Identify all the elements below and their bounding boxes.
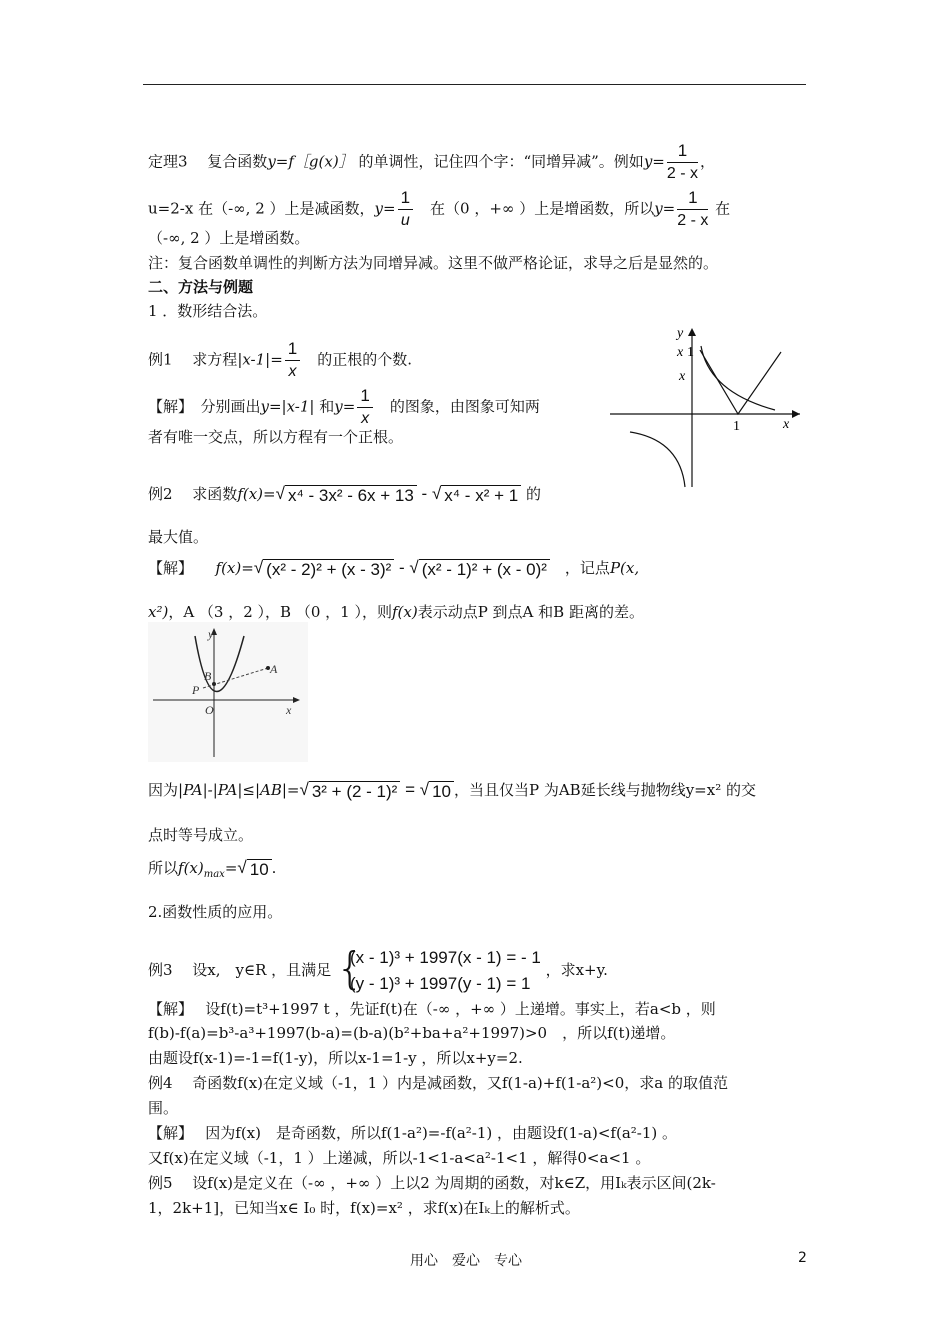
equation-2: (y - 1)³ + 1997(y - 1) = 1 [349, 974, 531, 993]
formula: f(x)= [237, 485, 276, 503]
solution1-line2: 者有唯一交点，所以方程有一个正根。 [148, 428, 404, 446]
solution2-line2 [148, 602, 644, 622]
method-heading: 1 ．数形结合法。 [148, 302, 268, 320]
sqrt-term: 10 [429, 781, 454, 802]
text: 【解】 分别画出 [148, 397, 261, 416]
equals-sign: = [400, 780, 420, 799]
denominator: x [288, 363, 297, 380]
graph-background [148, 622, 308, 762]
text: 因为 [148, 781, 179, 799]
a-label: A [270, 662, 278, 676]
example5-line2: 1，2k+1]，已知当x∈ I₀ 时，f(x)=x² ，求f(x)在Iₖ上的解析式。 [148, 1199, 580, 1217]
example2-line: 例2 求函数f(x)=√ x⁴ - 3x² - 6x + 13 - √ x⁴ - x² + 1 的 [148, 484, 541, 505]
abs-curve [700, 350, 781, 414]
text: ， [699, 152, 715, 171]
solution3-line1: 【解】 设f(t)=t³+1997 t ，先证f(t)在（-∞ ，+∞ ）上递增。事实上，若a<b ，则 [148, 1000, 716, 1018]
text: 的图象，由图象可知两 [389, 397, 540, 416]
fraction [357, 385, 372, 430]
solution2-line: 【解】 f(x)=√ (x² - 2)² + (x - 3)² - √ (x² - 1)² + (x - 0)² ，记点P(x, [148, 558, 640, 579]
numerator: 1 [667, 140, 698, 163]
text: 所以 [148, 859, 179, 877]
reciprocal-branch-positive [701, 346, 775, 410]
footer-motto: 用心 爱心 专心 [410, 1253, 522, 1269]
point-b [212, 682, 216, 686]
numerator: 1 [398, 187, 413, 210]
b-label: B [204, 669, 212, 683]
denominator: 2 - x [677, 212, 709, 229]
theorem3-line2 [148, 187, 730, 232]
text: 和 [319, 397, 335, 416]
solution2-line4: 点时等号成立。 [148, 826, 254, 844]
formula: y= [374, 199, 396, 218]
example5-line1: 例5 设f(x)是定义在（-∞ ，+∞ ）上以2 为周期的函数，对k∈Z，用Iₖ表示区间(2k- [148, 1174, 716, 1192]
fraction [677, 187, 708, 232]
method2-heading: 2.函数性质的应用。 [148, 903, 283, 921]
formula: P(x, [609, 559, 640, 577]
denominator: 2 - x [666, 165, 698, 182]
formula: y=f［g(x)］ [267, 152, 354, 171]
fraction [398, 187, 413, 232]
page-number: 2 [798, 1250, 807, 1266]
numerator: 1 [285, 338, 300, 361]
text: 例1 求方程 [148, 350, 238, 369]
text: 的正根的个数. [317, 350, 413, 369]
text: ，求x+y. [545, 961, 608, 979]
sqrt-term: x⁴ - x² + 1 [441, 485, 521, 506]
x-one-tick-label: 1 [733, 419, 740, 434]
minus-sign: - [394, 558, 410, 577]
text: ，当且仅当P 为AB延长线与抛物线y=x² 的交 [453, 781, 756, 799]
formula: f(x) [178, 859, 204, 877]
solution1-line [148, 385, 540, 430]
fraction [667, 140, 698, 185]
equation-1: (x - 1)³ + 1997(x - 1) = - 1 [349, 948, 541, 967]
reciprocal-branch-negative [630, 432, 685, 487]
text: 的 [525, 485, 541, 503]
solution2-line3: 因为|PA|-|PA|≤|AB|=√ 3² + (2 - 1)² = √ 10 ，当且仅当P 为AB延长线与抛物线y=x² 的交 [148, 780, 756, 801]
y-label: y [208, 627, 214, 641]
theorem3-line1 [148, 140, 715, 185]
formula: x²) [148, 603, 169, 621]
text: 【解】 [148, 559, 201, 577]
text: ，记点 [564, 559, 610, 577]
text: ，A （3 ，2 ），B （0 ，1 ），则 [168, 603, 392, 621]
formula: |x-1|= [237, 350, 283, 369]
y-label: y [677, 326, 684, 341]
text: 例3 设x, y∈R ，且满足 [148, 961, 332, 979]
denominator: u [400, 212, 410, 229]
sqrt-term: (x² - 2)² + (x - 3)² [263, 559, 394, 580]
solution2-conclusion: 所以$f(x)_{max}=√$ 10 . [148, 858, 277, 880]
equation-system: { (x - 1)³ + 1997(x - 1) = - 1 (y - 1)³ + 1997(y - 1) = 1 [336, 945, 541, 997]
text: 在（0 ，+∞ ）上是增函数，所以 [430, 199, 655, 218]
p-label: P [192, 683, 200, 697]
sqrt-term: (x² - 1)² + (x - 0)² [419, 559, 550, 580]
y-over-x-label: x [677, 345, 684, 360]
numerator: 1 [677, 187, 708, 210]
formula: u=2-x [148, 199, 194, 218]
text: 在 [715, 199, 731, 218]
header-rule [143, 84, 806, 85]
x-label: x [286, 703, 292, 717]
example1-line [148, 338, 412, 383]
sqrt-term: 3² + (2 - 1)² [309, 781, 401, 802]
sqrt-term: 10 [247, 859, 272, 880]
section-heading: 二、方法与例题 [148, 278, 254, 296]
solution3-line3: 由题设f(x-1)=-1=f(1-y)，所以x-1=1-y ，所以x+y=2. [148, 1049, 523, 1067]
note-line: 注：复合函数单调性的判断方法为同增异减。这里不做严格论证，求导之后是显然的。 [148, 254, 719, 272]
numerator: 1 [357, 385, 372, 408]
minus-sign: - [416, 484, 432, 503]
denominator: x [361, 410, 370, 427]
fraction [285, 338, 300, 383]
text: 例2 求函数 [148, 485, 238, 503]
one-label: 1 [687, 345, 694, 360]
solution4-line1: 【解】 因为f(x) 是奇函数，所以f(1-a²)=-f(a²-1) ，由题设f(1-a)<f(a²-1) 。 [148, 1124, 678, 1142]
formula: |PA|-|PA|≤|AB|= [178, 781, 300, 799]
example3-line [148, 945, 608, 997]
example2-line2: 最大值。 [148, 528, 209, 546]
x-label-small: x [679, 369, 686, 384]
formula: y= [334, 397, 356, 416]
solution3-line2: f(b)-f(a)=b³-a³+1997(b-a)=(b-a)(b²+ba+a²+1997)>0 ，所以f(t)递增。 [148, 1024, 676, 1042]
origin-label: O [205, 703, 214, 717]
sqrt-term: x⁴ - 3x² - 6x + 13 [285, 485, 417, 506]
formula: f(x) [391, 603, 418, 621]
x-axis-arrow [792, 410, 800, 418]
text: 表示动点P 到点A 和B 距离的差。 [417, 603, 644, 621]
formula: f(x)= [215, 559, 254, 577]
text: 定理3 复合函数 [148, 152, 268, 171]
text: = [224, 859, 238, 877]
graph-abs-and-reciprocal [605, 322, 805, 492]
formula: y= [654, 199, 676, 218]
graph-parabola [148, 622, 308, 762]
example4-line1: 例4 奇函数f(x)在定义域（-1，1 ）内是减函数，又f(1-a)+f(1-a²)<0，求a 的取值范 [148, 1074, 728, 1092]
text: 在（-∞, 2 ）上是减函数， [198, 199, 375, 218]
max-subscript: max [203, 869, 225, 880]
x-label: x [783, 417, 790, 432]
y-axis-arrow [688, 328, 696, 336]
text: 的单调性，记住四个字：“同增异减”。例如 [358, 152, 644, 171]
text: . [271, 858, 277, 877]
solution4-line2: 又f(x)在定义域（-1，1 ）上递减，所以-1<1-a<a²-1<1 ，解得0<a<1 。 [148, 1149, 651, 1167]
theorem3-line3: （-∞, 2 ）上是增函数。 [148, 229, 310, 247]
example4-line2: 围。 [148, 1099, 179, 1117]
formula: y=|x-1| [260, 397, 315, 416]
formula: y= [643, 152, 665, 171]
